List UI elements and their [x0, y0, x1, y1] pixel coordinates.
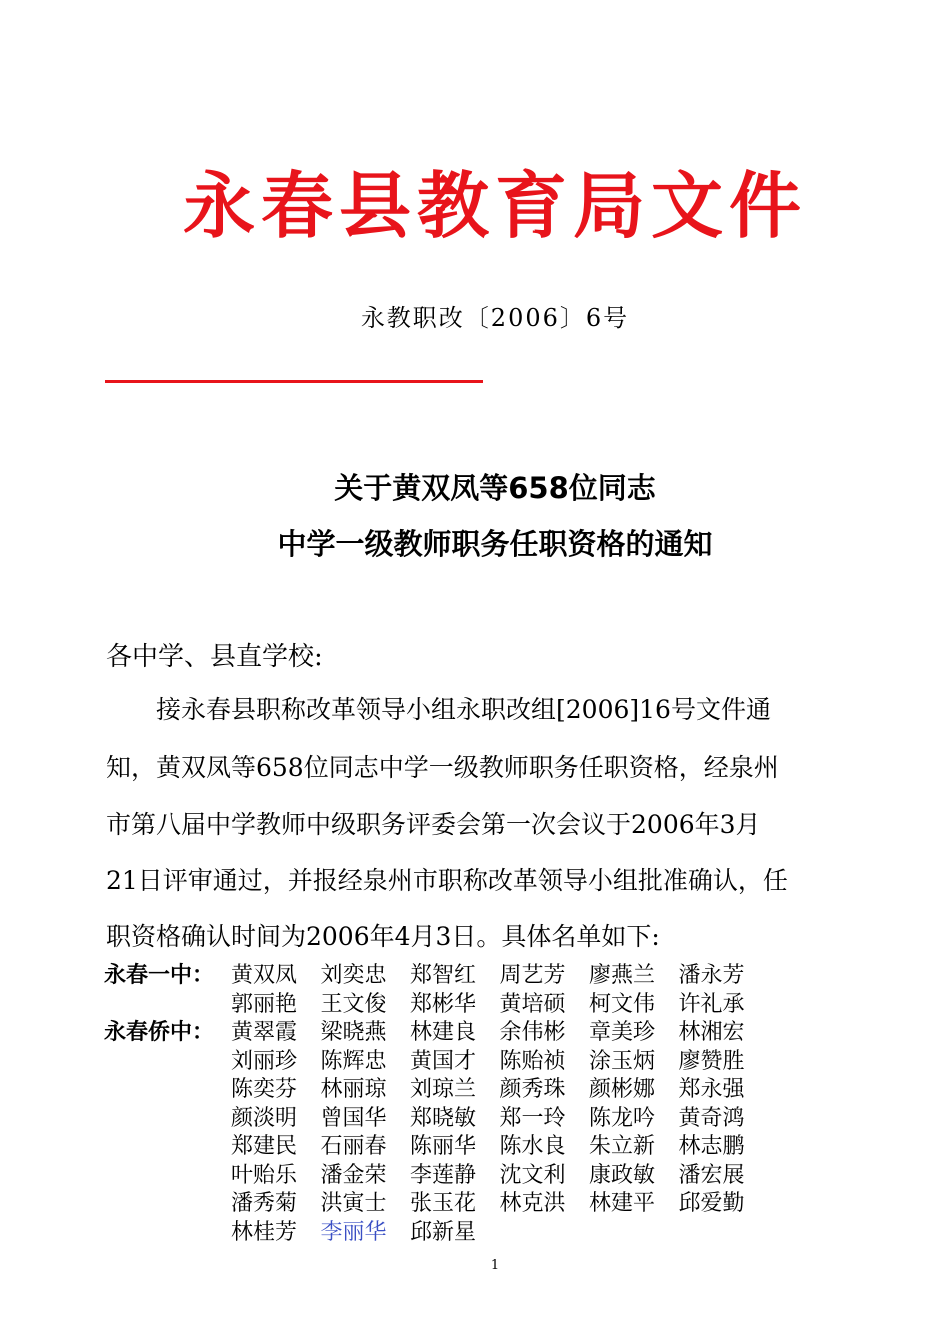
notice-headline-line2: 中学一级教师职务任职资格的通知 — [277, 527, 713, 561]
teacher-name: 涂玉炳 — [589, 1048, 656, 1074]
teacher-name: 陈龙吟 — [589, 1105, 656, 1131]
name-row — [231, 1133, 768, 1161]
teacher-name: 潘秀菊 — [231, 1191, 298, 1216]
teacher-name: 张玉花 — [410, 1191, 477, 1216]
teacher-name: 陈丽华 — [410, 1134, 477, 1159]
name-row — [231, 1019, 768, 1047]
notice-headline-line1: 关于黄双凤等658位同志 — [334, 471, 656, 505]
teacher-name: 林建良 — [410, 1020, 477, 1045]
teacher-name: 郑一玲 — [499, 1105, 566, 1131]
name-row — [231, 1190, 768, 1218]
red-divider — [105, 380, 483, 383]
teacher-name: 郑永强 — [678, 1077, 745, 1102]
teacher-name: 许礼承 — [678, 991, 745, 1017]
name-row — [231, 991, 768, 1019]
teacher-name: 叶贻乐 — [231, 1162, 298, 1188]
teacher-name: 郑智红 — [410, 963, 477, 988]
teacher-name: 黄培硕 — [499, 991, 566, 1017]
body-line: 市第八届中学教师中级职务评委会第一次会议于2006年3月 — [106, 810, 761, 839]
document-title: 永春县教育局文件 — [182, 164, 807, 248]
teacher-name: 李丽华 — [320, 1219, 387, 1245]
teacher-name: 潘金荣 — [320, 1162, 387, 1188]
teacher-name: 林桂芳 — [231, 1219, 298, 1245]
name-row — [231, 1162, 768, 1190]
name-row — [231, 1048, 768, 1076]
teacher-name: 余伟彬 — [499, 1020, 566, 1045]
teacher-name: 洪寅士 — [320, 1191, 387, 1216]
teacher-name: 陈辉忠 — [320, 1048, 387, 1074]
name-row — [231, 1219, 500, 1247]
page-number: 1 — [490, 1258, 500, 1273]
teacher-name: 陈贻祯 — [499, 1048, 566, 1074]
teacher-name: 林志鹏 — [678, 1134, 745, 1159]
teacher-name: 康政敏 — [589, 1162, 656, 1188]
teacher-name: 林湘宏 — [678, 1020, 745, 1045]
teacher-name: 潘宏展 — [678, 1162, 745, 1188]
school-label: 永春侨中： — [104, 1020, 215, 1045]
name-row — [231, 1076, 768, 1104]
teacher-name: 刘丽珍 — [231, 1048, 298, 1074]
school-label: 永春一中： — [104, 963, 215, 988]
teacher-name: 颜彬娜 — [589, 1077, 656, 1102]
teacher-name: 陈水良 — [499, 1134, 566, 1159]
teacher-name: 梁晓燕 — [320, 1020, 387, 1045]
teacher-name: 朱立新 — [589, 1134, 656, 1159]
teacher-name: 郭丽艳 — [231, 991, 298, 1017]
teacher-name: 曾国华 — [320, 1105, 387, 1131]
teacher-name: 廖燕兰 — [589, 963, 656, 988]
teacher-name: 沈文利 — [499, 1162, 566, 1188]
body-line: 职资格确认时间为2006年4月3日。具体名单如下: — [106, 922, 660, 951]
teacher-name: 周艺芳 — [499, 963, 566, 988]
teacher-name: 郑晓敏 — [410, 1105, 477, 1131]
teacher-name: 刘奕忠 — [320, 963, 387, 988]
teacher-name: 石丽春 — [320, 1134, 387, 1159]
teacher-name: 黄国才 — [410, 1048, 477, 1074]
teacher-name: 黄奇鸿 — [678, 1105, 745, 1131]
teacher-name: 郑建民 — [231, 1134, 298, 1159]
teacher-name: 颜淡明 — [231, 1105, 298, 1131]
teacher-name: 林建平 — [589, 1191, 656, 1216]
teacher-name: 柯文伟 — [589, 991, 656, 1017]
body-line: 接永春县职称改革领导小组永职改组[2006]16号文件通 — [106, 695, 771, 724]
teacher-name: 王文俊 — [320, 991, 387, 1017]
teacher-name: 李莲静 — [410, 1162, 477, 1188]
teacher-name: 廖赞胜 — [678, 1048, 745, 1074]
teacher-name: 黄翠霞 — [231, 1020, 298, 1045]
teacher-name: 林丽琼 — [320, 1077, 387, 1102]
salutation: 各中学、县直学校: — [106, 642, 323, 672]
document-number: 永教职改〔2006〕6号 — [360, 304, 630, 332]
teacher-name: 郑彬华 — [410, 991, 477, 1017]
teacher-name: 陈奕芬 — [231, 1077, 298, 1102]
teacher-name: 黄双凤 — [231, 963, 298, 988]
teacher-name: 邱新星 — [410, 1219, 477, 1245]
name-row — [231, 962, 768, 990]
name-row — [231, 1105, 768, 1133]
teacher-name: 章美珍 — [589, 1020, 656, 1045]
teacher-name: 邱爱勤 — [678, 1191, 745, 1216]
teacher-name: 林克洪 — [499, 1191, 566, 1216]
teacher-name: 潘永芳 — [678, 963, 745, 988]
body-line: 21日评审通过，并报经泉州市职称改革领导小组批准确认，任 — [106, 866, 788, 895]
teacher-name: 颜秀珠 — [499, 1077, 566, 1102]
body-line: 知，黄双凤等658位同志中学一级教师职务任职资格，经泉州 — [106, 753, 779, 782]
teacher-name: 刘琼兰 — [410, 1077, 477, 1102]
